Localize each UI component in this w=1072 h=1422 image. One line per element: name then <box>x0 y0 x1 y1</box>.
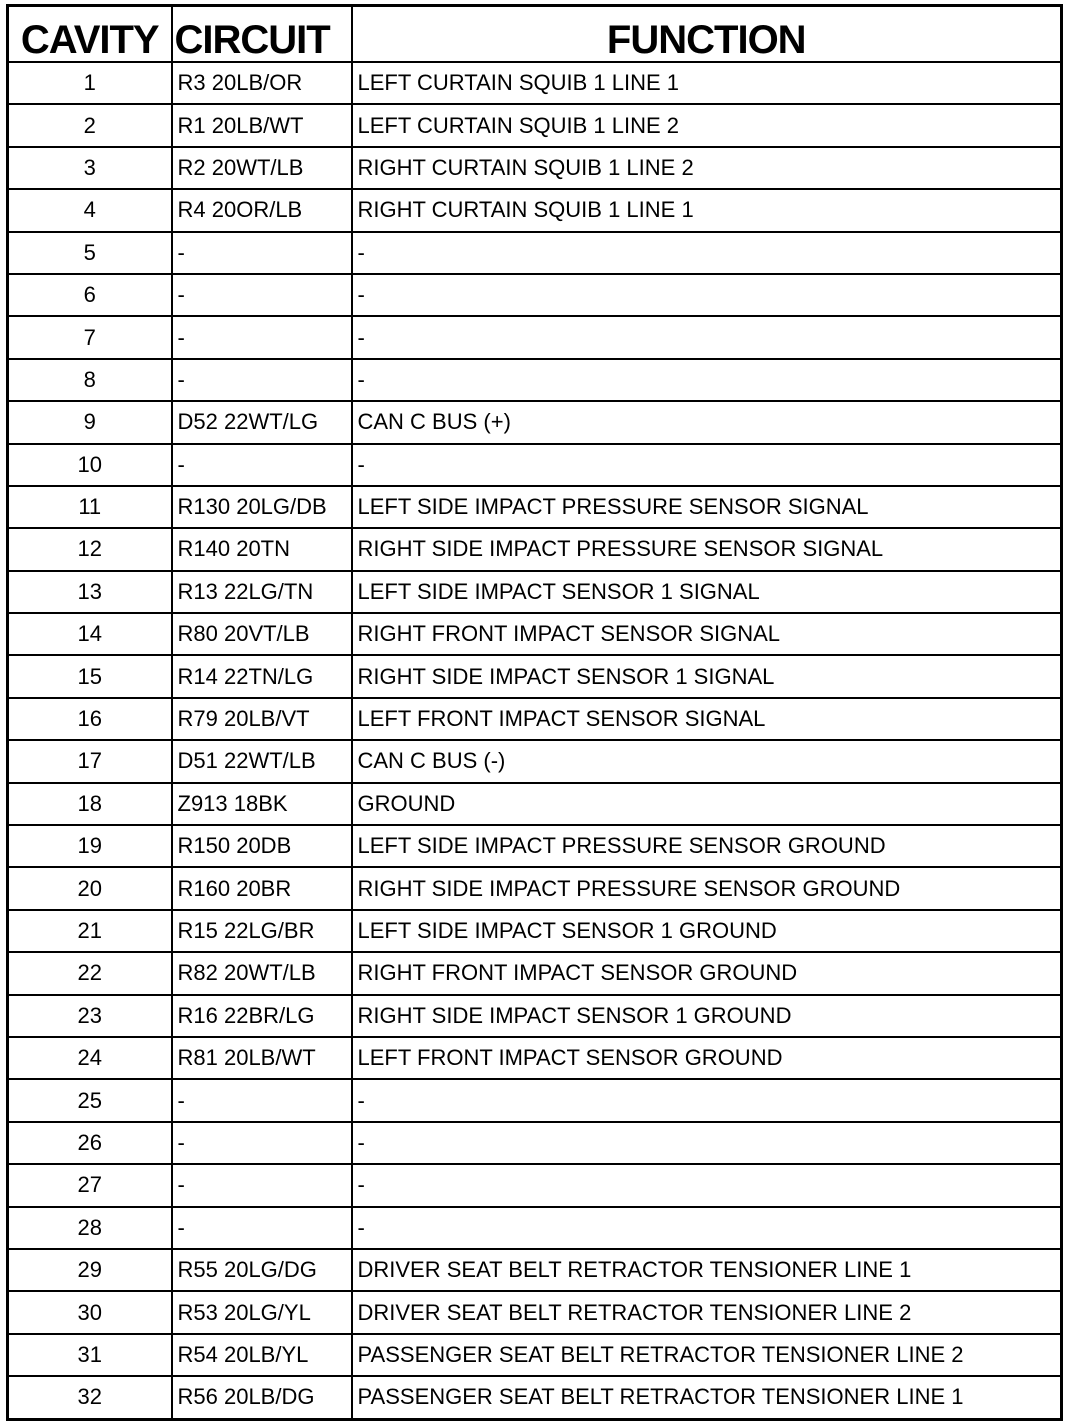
cavity-cell: 14 <box>8 613 172 655</box>
table-row <box>8 359 1062 401</box>
table-row <box>8 147 1062 189</box>
cavity-cell: 8 <box>8 359 172 401</box>
function-cell: LEFT SIDE IMPACT SENSOR 1 GROUND <box>352 910 1062 952</box>
cavity-cell: 25 <box>8 1079 172 1121</box>
circuit-cell: R79 20LB/VT <box>172 698 352 740</box>
cavity-cell: 10 <box>8 444 172 486</box>
circuit-cell: R54 20LB/YL <box>172 1334 352 1376</box>
circuit-cell: R130 20LG/DB <box>172 486 352 528</box>
circuit-cell: R82 20WT/LB <box>172 952 352 994</box>
circuit-cell: R13 22LG/TN <box>172 571 352 613</box>
table-row <box>8 401 1062 443</box>
function-cell: LEFT CURTAIN SQUIB 1 LINE 2 <box>352 104 1062 146</box>
cavity-cell: 16 <box>8 698 172 740</box>
cavity-cell: 1 <box>8 62 172 104</box>
function-cell: LEFT SIDE IMPACT PRESSURE SENSOR SIGNAL <box>352 486 1062 528</box>
function-cell: LEFT FRONT IMPACT SENSOR GROUND <box>352 1037 1062 1079</box>
table-row <box>8 740 1062 782</box>
function-cell: RIGHT FRONT IMPACT SENSOR SIGNAL <box>352 613 1062 655</box>
table-row <box>8 571 1062 613</box>
function-cell: CAN C BUS (-) <box>352 740 1062 782</box>
function-cell: RIGHT SIDE IMPACT PRESSURE SENSOR GROUND <box>352 867 1062 909</box>
table-row <box>8 613 1062 655</box>
function-cell: - <box>352 1122 1062 1164</box>
circuit-cell: R3 20LB/OR <box>172 62 352 104</box>
function-cell: - <box>352 359 1062 401</box>
table-header <box>8 6 1062 63</box>
table-row <box>8 995 1062 1037</box>
circuit-cell: - <box>172 1207 352 1249</box>
cavity-cell: 7 <box>8 316 172 358</box>
cavity-cell: 24 <box>8 1037 172 1079</box>
table-row <box>8 1207 1062 1249</box>
cavity-cell: 20 <box>8 867 172 909</box>
function-cell: - <box>352 1207 1062 1249</box>
function-cell: LEFT SIDE IMPACT SENSOR 1 SIGNAL <box>352 571 1062 613</box>
cavity-cell: 4 <box>8 189 172 231</box>
circuit-cell: - <box>172 274 352 316</box>
table-row <box>8 1249 1062 1291</box>
table-row <box>8 1122 1062 1164</box>
circuit-cell: - <box>172 1164 352 1206</box>
table-row <box>8 1079 1062 1121</box>
cavity-cell: 9 <box>8 401 172 443</box>
table-row <box>8 1376 1062 1419</box>
circuit-cell: R80 20VT/LB <box>172 613 352 655</box>
circuit-cell: R81 20LB/WT <box>172 1037 352 1079</box>
circuit-cell: R14 22TN/LG <box>172 655 352 697</box>
cavity-cell: 5 <box>8 232 172 274</box>
table-row <box>8 783 1062 825</box>
circuit-cell: - <box>172 1122 352 1164</box>
function-cell: DRIVER SEAT BELT RETRACTOR TENSIONER LINE 2 <box>352 1291 1062 1333</box>
table-row <box>8 189 1062 231</box>
cavity-cell: 2 <box>8 104 172 146</box>
circuit-cell: - <box>172 359 352 401</box>
function-cell: RIGHT SIDE IMPACT SENSOR 1 SIGNAL <box>352 655 1062 697</box>
table-row <box>8 698 1062 740</box>
circuit-cell: R55 20LG/DG <box>172 1249 352 1291</box>
function-cell: GROUND <box>352 783 1062 825</box>
circuit-cell: Z913 18BK <box>172 783 352 825</box>
cavity-cell: 31 <box>8 1334 172 1376</box>
cavity-cell: 27 <box>8 1164 172 1206</box>
cavity-cell: 17 <box>8 740 172 782</box>
circuit-cell: R2 20WT/LB <box>172 147 352 189</box>
function-cell: LEFT CURTAIN SQUIB 1 LINE 1 <box>352 62 1062 104</box>
table-row <box>8 1334 1062 1376</box>
cavity-cell: 21 <box>8 910 172 952</box>
circuit-cell: R15 22LG/BR <box>172 910 352 952</box>
table-row <box>8 867 1062 909</box>
cavity-cell: 26 <box>8 1122 172 1164</box>
circuit-cell: R150 20DB <box>172 825 352 867</box>
cavity-cell: 3 <box>8 147 172 189</box>
function-cell: - <box>352 444 1062 486</box>
circuit-cell: R1 20LB/WT <box>172 104 352 146</box>
circuit-cell: R4 20OR/LB <box>172 189 352 231</box>
cavity-cell: 32 <box>8 1376 172 1419</box>
function-cell: RIGHT CURTAIN SQUIB 1 LINE 2 <box>352 147 1062 189</box>
cavity-cell: 29 <box>8 1249 172 1291</box>
function-cell: PASSENGER SEAT BELT RETRACTOR TENSIONER LINE 2 <box>352 1334 1062 1376</box>
function-cell: - <box>352 1079 1062 1121</box>
table-row <box>8 232 1062 274</box>
table-body <box>8 62 1062 1419</box>
table-row <box>8 1037 1062 1079</box>
function-cell: - <box>352 232 1062 274</box>
function-cell: RIGHT FRONT IMPACT SENSOR GROUND <box>352 952 1062 994</box>
circuit-cell: R53 20LG/YL <box>172 1291 352 1333</box>
header-row <box>8 6 1062 63</box>
circuit-cell: - <box>172 1079 352 1121</box>
function-cell: RIGHT CURTAIN SQUIB 1 LINE 1 <box>352 189 1062 231</box>
cavity-cell: 12 <box>8 528 172 570</box>
cavity-cell: 11 <box>8 486 172 528</box>
function-cell: LEFT SIDE IMPACT PRESSURE SENSOR GROUND <box>352 825 1062 867</box>
cavity-cell: 19 <box>8 825 172 867</box>
cavity-cell: 6 <box>8 274 172 316</box>
circuit-cell: - <box>172 316 352 358</box>
table-row <box>8 486 1062 528</box>
circuit-cell: R56 20LB/DG <box>172 1376 352 1419</box>
cavity-cell: 15 <box>8 655 172 697</box>
table-row <box>8 952 1062 994</box>
circuit-cell: D51 22WT/LB <box>172 740 352 782</box>
function-cell: - <box>352 316 1062 358</box>
cavity-cell: 23 <box>8 995 172 1037</box>
table-row <box>8 316 1062 358</box>
table-row <box>8 104 1062 146</box>
function-cell: - <box>352 274 1062 316</box>
table-row <box>8 655 1062 697</box>
table-row <box>8 825 1062 867</box>
cavity-cell: 30 <box>8 1291 172 1333</box>
cavity-cell: 13 <box>8 571 172 613</box>
circuit-cell: R140 20TN <box>172 528 352 570</box>
function-cell: RIGHT SIDE IMPACT SENSOR 1 GROUND <box>352 995 1062 1037</box>
function-cell: LEFT FRONT IMPACT SENSOR SIGNAL <box>352 698 1062 740</box>
table-row <box>8 528 1062 570</box>
circuit-cell: - <box>172 444 352 486</box>
function-cell: - <box>352 1164 1062 1206</box>
function-cell: CAN C BUS (+) <box>352 401 1062 443</box>
table-row <box>8 910 1062 952</box>
cavity-cell: 18 <box>8 783 172 825</box>
column-header-cavity: CAVITY <box>8 6 172 63</box>
cavity-cell: 22 <box>8 952 172 994</box>
circuit-cell: D52 22WT/LG <box>172 401 352 443</box>
cavity-cell: 28 <box>8 1207 172 1249</box>
function-cell: PASSENGER SEAT BELT RETRACTOR TENSIONER LINE 1 <box>352 1376 1062 1419</box>
table-row <box>8 444 1062 486</box>
table-row <box>8 1164 1062 1206</box>
column-header-circuit: CIRCUIT <box>172 6 352 63</box>
circuit-cell: - <box>172 232 352 274</box>
circuit-cell: R16 22BR/LG <box>172 995 352 1037</box>
table-row <box>8 62 1062 104</box>
connector-pinout-table <box>6 4 1063 1421</box>
table-row <box>8 274 1062 316</box>
column-header-function: FUNCTION <box>352 6 1062 63</box>
table-row <box>8 1291 1062 1333</box>
circuit-cell: R160 20BR <box>172 867 352 909</box>
function-cell: RIGHT SIDE IMPACT PRESSURE SENSOR SIGNAL <box>352 528 1062 570</box>
function-cell: DRIVER SEAT BELT RETRACTOR TENSIONER LINE 1 <box>352 1249 1062 1291</box>
